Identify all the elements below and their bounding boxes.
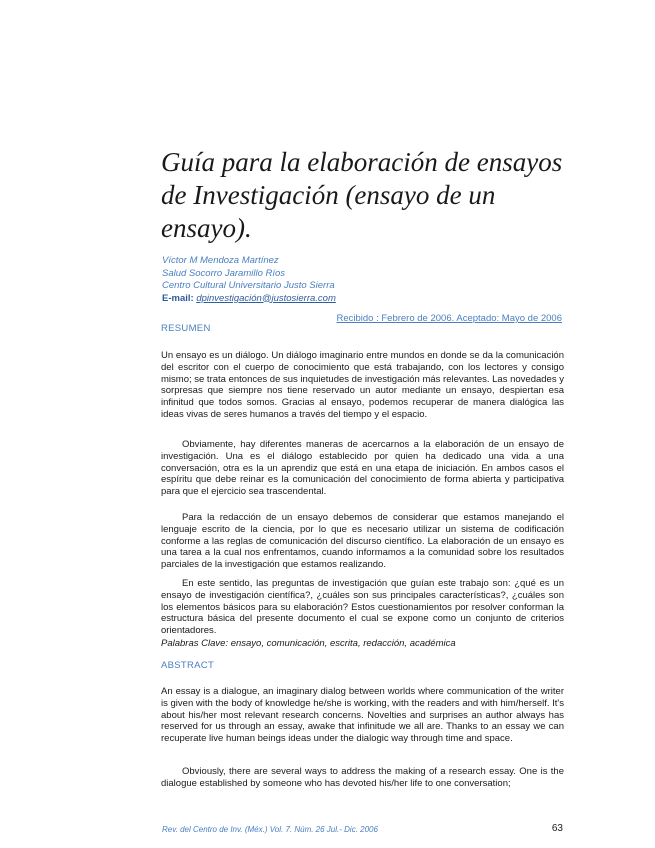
article-title: Guía para la elaboración de ensayos de Investigación (ensayo de un ensayo). (161, 147, 563, 243)
resumen-paragraph-3: Para la redacción de un ensayo debemos de considerar que estamos manejando el lenguaje escrito de la ciencia, por lo que es necesario utilizar un sistema de codificación conforme a las reglas de comunicación del discurso científico. La elaboración de un ensayo es una tarea a la cual nos enfrentamos, cuando informamos a la comunidad sobre los resultados parciales de la investigación que estamos realizando. (161, 512, 564, 571)
email-label: E-mail: (162, 292, 194, 304)
author-name-1: Víctor M Mendoza Martínez (162, 255, 279, 266)
received-date: Recibido : Febrero de 2006. Aceptado: Mayo de 2006 (336, 313, 562, 324)
author-block (162, 255, 336, 305)
journal-citation: Rev. del Centro de Inv. (Méx.) Vol. 7. Núm. 26 Jul.- Dic. 2006 (162, 825, 378, 834)
resumen-heading: RESUMEN (161, 323, 211, 334)
keywords: Palabras Clave: ensayo, comunicación, escrita, redacción, académica (161, 638, 456, 649)
abstract-heading: ABSTRACT (161, 660, 215, 671)
author-name-2: Salud Socorro Jaramillo Ríos (162, 267, 286, 279)
page-number: 63 (551, 823, 563, 834)
email-line (162, 293, 336, 306)
abstract-paragraph-2: Obviously, there are several ways to address the making of a research essay. One is the dialogue established by someone who has devoted his/her life to one conversation; (161, 766, 564, 789)
resumen-paragraph-4: En este sentido, las preguntas de investigación que guían este trabajo son: ¿qué es un ensayo de investigación científica?, ¿cuáles son sus principales características?, ¿cuáles son los elementos básicos para su elaboración? Estos cuestionamientos por resolver conforman la estructura básica del presente documento el cual se expone como un conjunto de criterios orientadores. (161, 578, 564, 637)
resumen-paragraph-1: Un ensayo es un diálogo. Un diálogo imaginario entre mundos en donde se da la comunicación del escritor con el cuerpo de conocimiento que está trabajando, con los lectores y consigo mismo; se trata entonces de sus inquietudes de investigación más relevantes. Las novedades y sorpresas que siempre nos tiene reservado un autor mediante un ensayo, despiertan esa infinitud que todos somos. Gracias al ensayo, podemos recuperar de manera dialógica las ideas vivas de seres humanos a través del tiempo y el espacio. (161, 350, 564, 420)
author-affiliation: Centro Cultural Universitario Justo Sierra (162, 280, 335, 291)
abstract-paragraph-1: An essay is a dialogue, an imaginary dialog between worlds where communication of the writer is given with the body of knowledge he/she is working, with the readers and with him/herself. It's about his/her most relevant research concerns. Novelties and surprises an author always has reserved for us through an essay, awake that infinitude we all are. Thanks to an essay we can recuperate live human beings ideas under the dialogic way through time and space. (161, 686, 564, 745)
email-link[interactable]: dpinvestigación@justosierra.com (196, 292, 336, 304)
resumen-paragraph-2: Obviamente, hay diferentes maneras de acercarnos a la elaboración de un ensayo de investigación. Una es el diálogo establecido por quien ha dedicado una vida a una conversación, otra es la un aprendiz que está en una etapa de iniciación. En ambos casos el espíritu que debe reinar es la comunicación del conocimiento de forma abierta y participativa para que el ejercicio sea trascendental. (161, 439, 564, 498)
